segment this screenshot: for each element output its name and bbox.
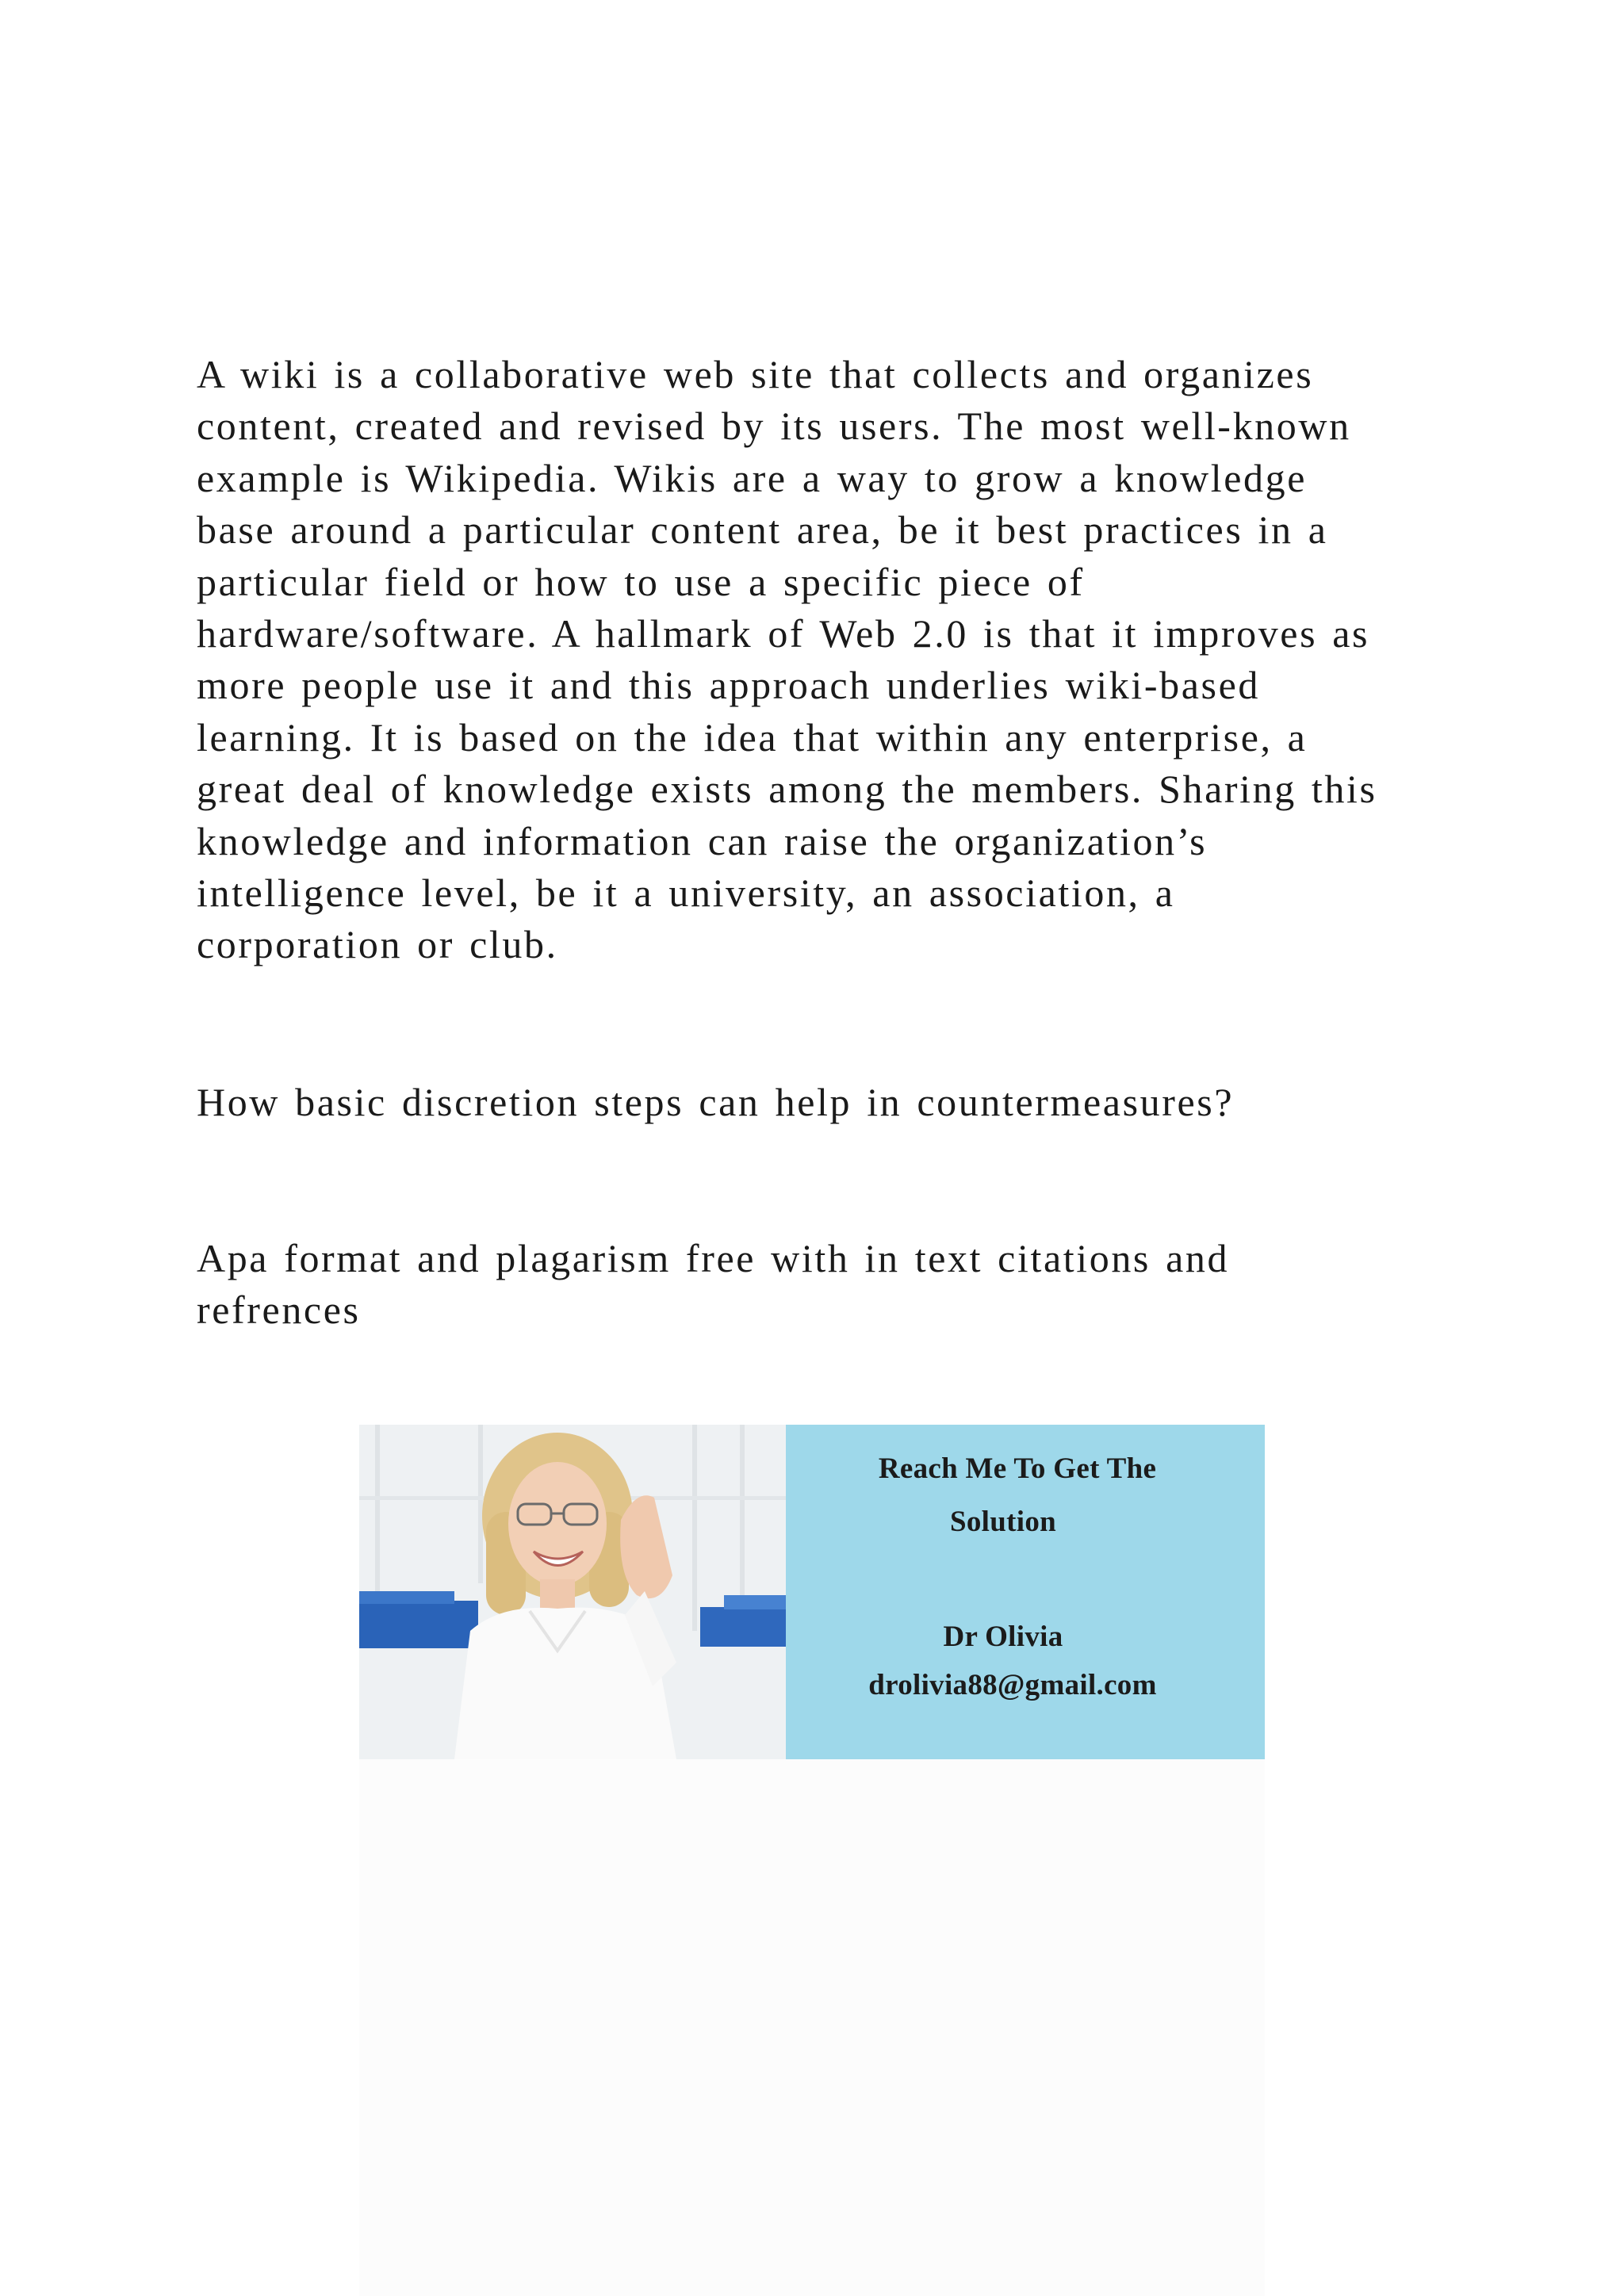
contact-banner <box>359 1425 1265 1759</box>
requirements-paragraph <box>197 1233 1465 1337</box>
lower-blank-area <box>359 1759 1265 2296</box>
paragraph-line: knowledge and information can raise the organization’s <box>197 818 1208 863</box>
contact-info-panel <box>786 1425 1265 1759</box>
paragraph-line: intelligence level, be it a university, an association, a <box>197 871 1175 916</box>
body-paragraph-wiki <box>197 349 1465 971</box>
paragraph-line: example is Wikipedia. Wikis are a way to grow a knowledge <box>197 455 1308 500</box>
paragraph-line: learning. It is based on the idea that within any enterprise, a <box>197 714 1308 760</box>
contact-name: Dr Olivia <box>943 1621 1063 1653</box>
paragraph-line: corporation or club. <box>197 922 558 967</box>
requirements-line: Apa format and plagarism free with in text citations and <box>197 1236 1230 1280</box>
paragraph-line: base around a particular content area, be it best practices in a <box>197 507 1328 553</box>
paragraph-line: hardware/software. A hallmark of Web 2.0 is that it improves as <box>197 611 1370 656</box>
paragraph-line: great deal of knowledge exists among the members. Sharing this <box>197 767 1377 812</box>
paragraph-line: more people use it and this approach underlies wiki-based <box>197 663 1260 708</box>
question-line: How basic discretion steps can help in countermeasures? <box>197 1080 1235 1124</box>
question-paragraph <box>197 1077 1465 1128</box>
paragraph-line: particular field or how to use a specific piece of <box>197 559 1085 604</box>
paragraph-line: A wiki is a collaborative web site that collects and organizes <box>197 352 1314 396</box>
woman-portrait-illustration <box>359 1425 786 1759</box>
banner-heading-line: Reach Me To Get The <box>878 1452 1157 1485</box>
contact-email: drolivia88@gmail.com <box>868 1669 1157 1701</box>
banner-photo <box>359 1425 786 1759</box>
paragraph-line: content, created and revised by its users. The most well-known <box>197 404 1351 449</box>
requirements-line: refrences <box>197 1288 361 1333</box>
banner-heading-line: Solution <box>949 1506 1056 1538</box>
